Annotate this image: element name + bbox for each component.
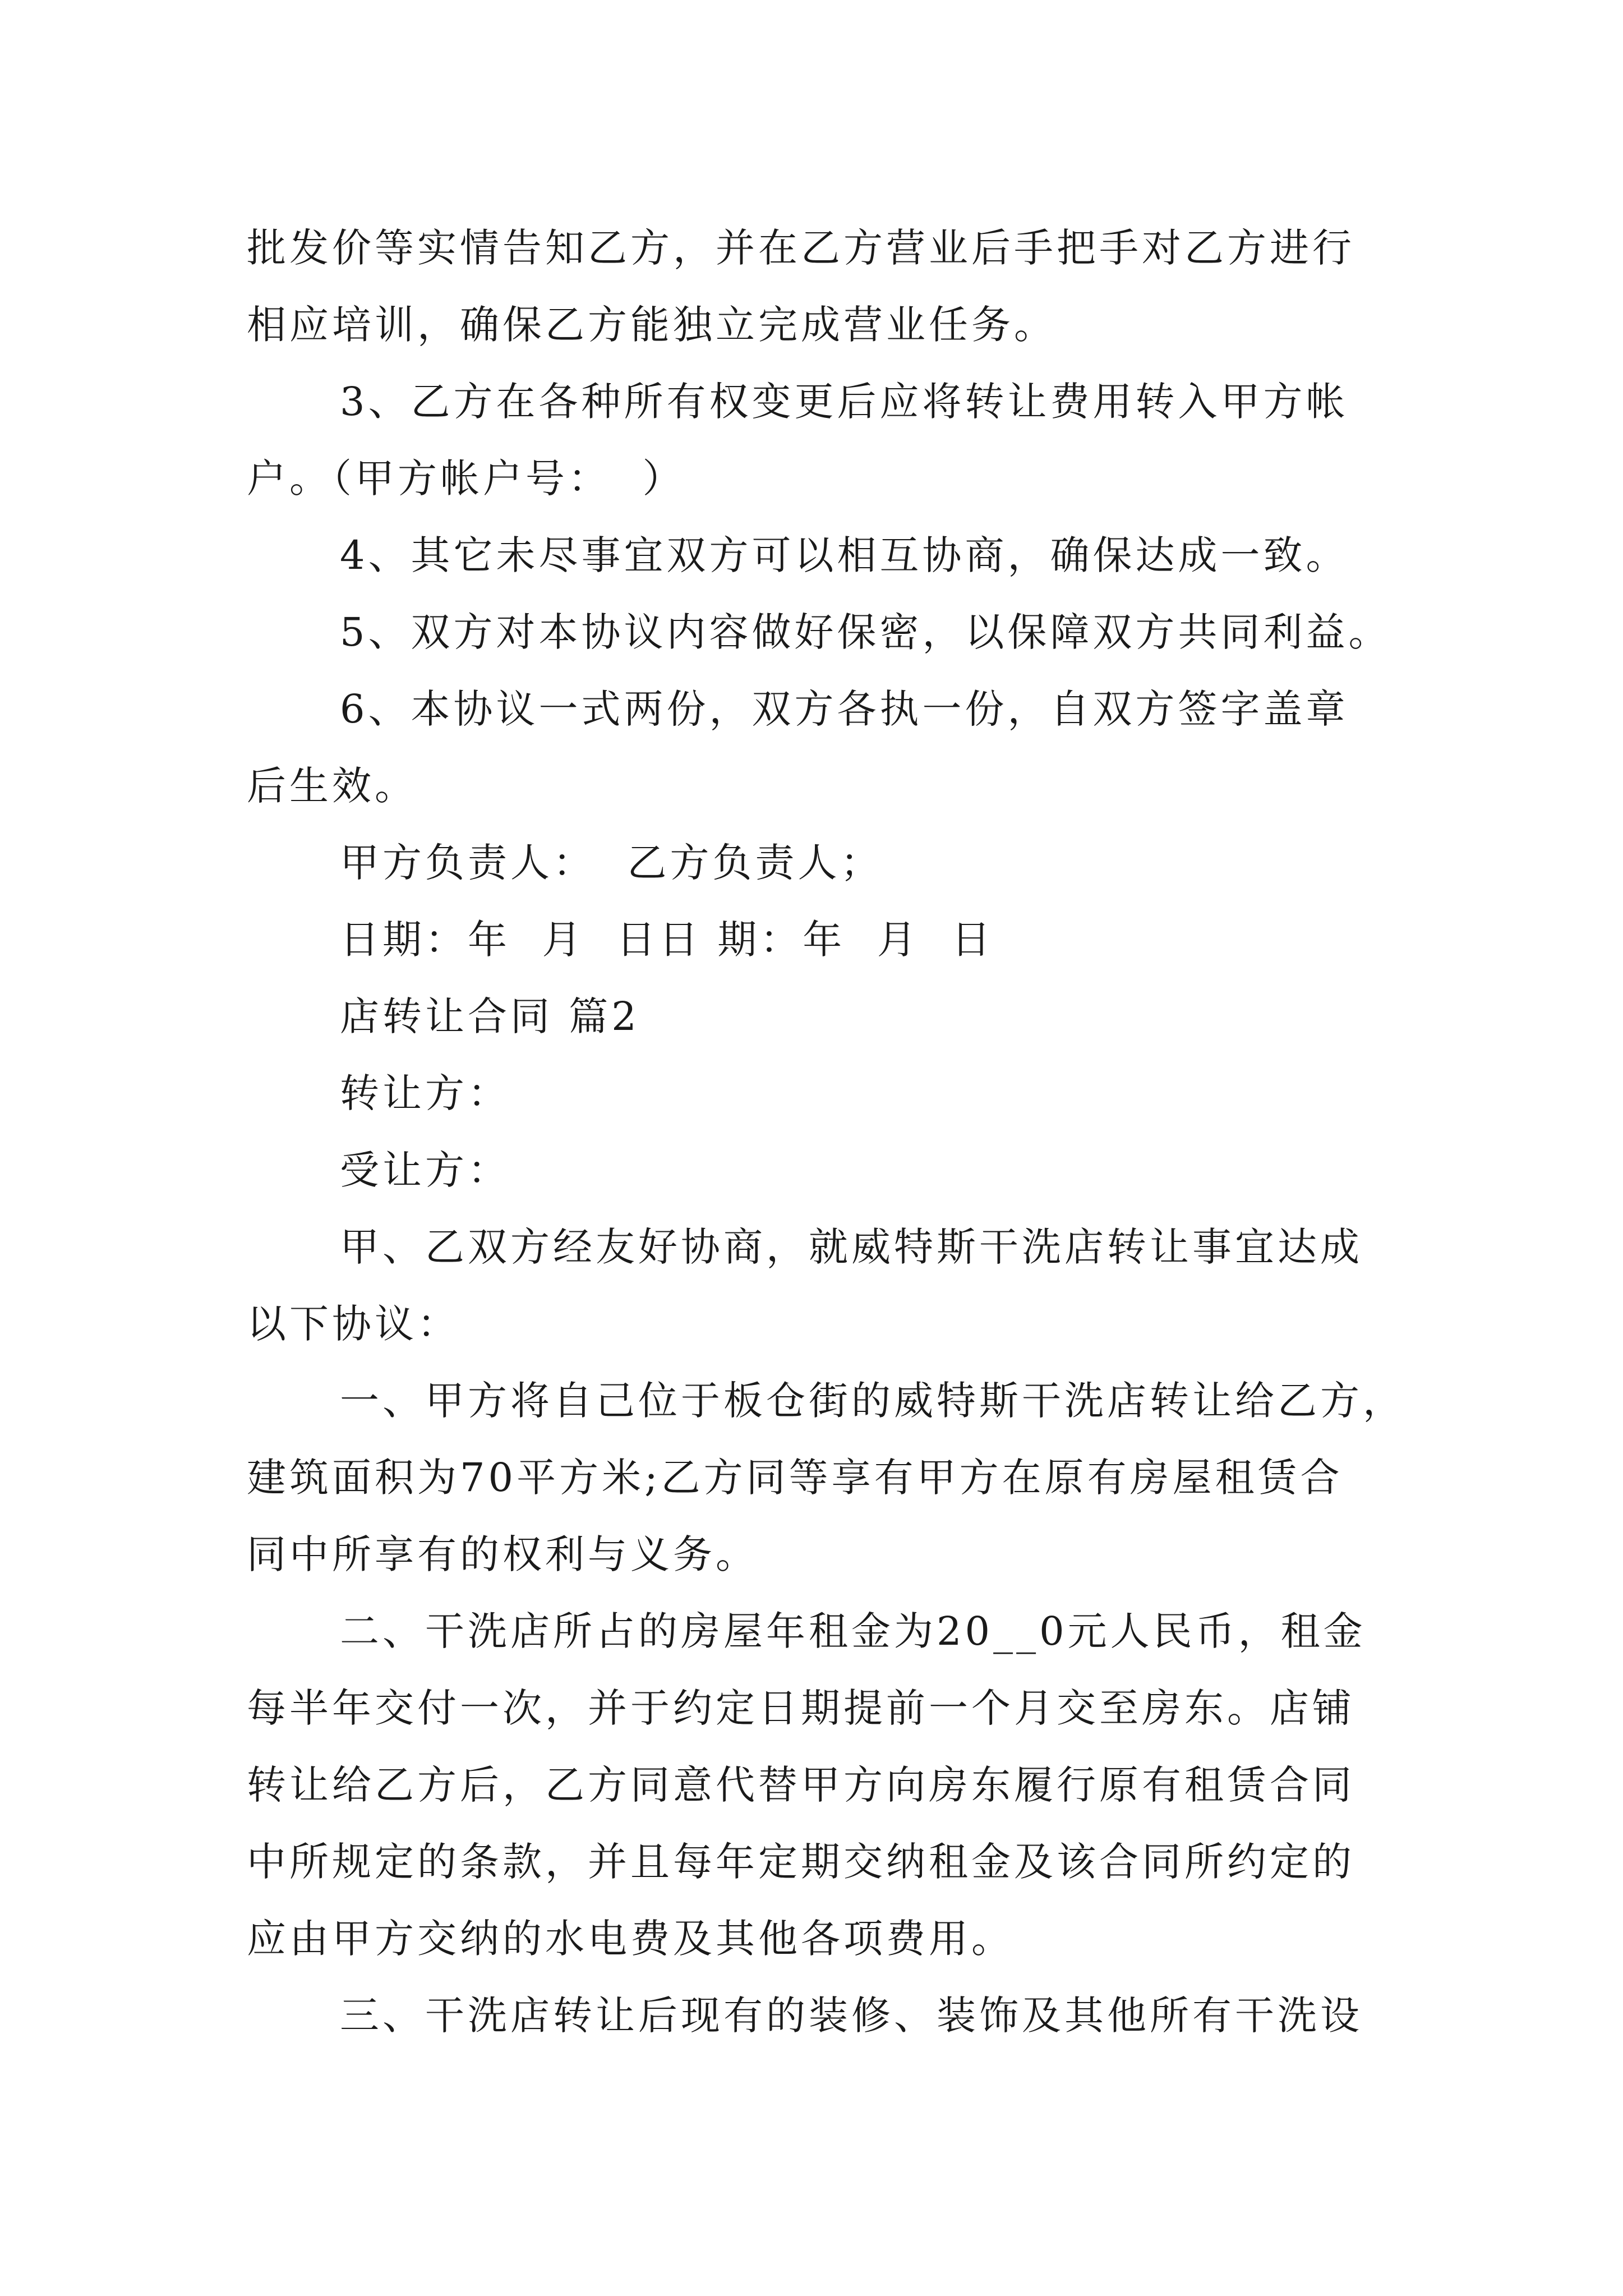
text-line: 中所规定的条款，并且每年定期交纳租金及该合同所约定的 — [247, 1839, 1355, 1885]
text-line: 批发价等实情告知乙方，并在乙方营业后手把手对乙方进行 — [247, 225, 1355, 271]
text-line: 转让给乙方后，乙方同意代替甲方向房东履行原有租赁合同 — [247, 1762, 1355, 1808]
article-3: 三、干洗店转让后现有的装修、装饰及其他所有干洗设 — [340, 1993, 1363, 2039]
article-2: 二、干洗店所占的房屋年租金为20__0元人民币，租金 — [340, 1608, 1366, 1654]
transferee-label: 受让方： — [340, 1147, 510, 1193]
clause-6: 6、本协议一式两份，双方各执一份，自双方签字盖章 — [340, 686, 1349, 732]
text-line: 以下协议： — [247, 1301, 460, 1347]
text-line: 同中所享有的权利与义务。 — [247, 1531, 758, 1577]
clause-3: 3、乙方在各种所有权变更后应将转让费用转入甲方帐 — [340, 379, 1349, 425]
text-line: 应由甲方交纳的水电费及其他各项费用。 — [247, 1916, 1014, 1962]
document-body — [247, 210, 1405, 2054]
date-line: 日期：年 月 日日 期：年 月 日 — [340, 917, 994, 963]
preamble: 甲、乙双方经友好协商，就威特斯干洗店转让事宜达成 — [340, 1224, 1363, 1270]
section-title: 店转让合同 篇2 — [340, 993, 640, 1039]
clause-4: 4、其它未尽事宜双方可以相互协商，确保达成一致。 — [340, 532, 1349, 578]
text-line: 户。（甲方帐户号： ） — [247, 455, 685, 501]
text-line: 建筑面积为70平方米;乙方同等享有甲方在原有房屋租赁合 — [247, 1455, 1343, 1501]
text-line: 相应培训，确保乙方能独立完成营业任务。 — [247, 302, 1057, 348]
transferor-label: 转让方： — [340, 1070, 510, 1116]
article-1: 一、甲方将自己位于板仓街的威特斯干洗店转让给乙方， — [340, 1378, 1405, 1424]
clause-5: 5、双方对本协议内容做好保密，以保障双方共同利益。 — [340, 609, 1391, 655]
text-line: 后生效。 — [247, 763, 417, 809]
signature-line: 甲方负责人： 乙方负责人； — [340, 840, 883, 886]
text-line: 每半年交付一次，并于约定日期提前一个月交至房东。店铺 — [247, 1685, 1355, 1731]
